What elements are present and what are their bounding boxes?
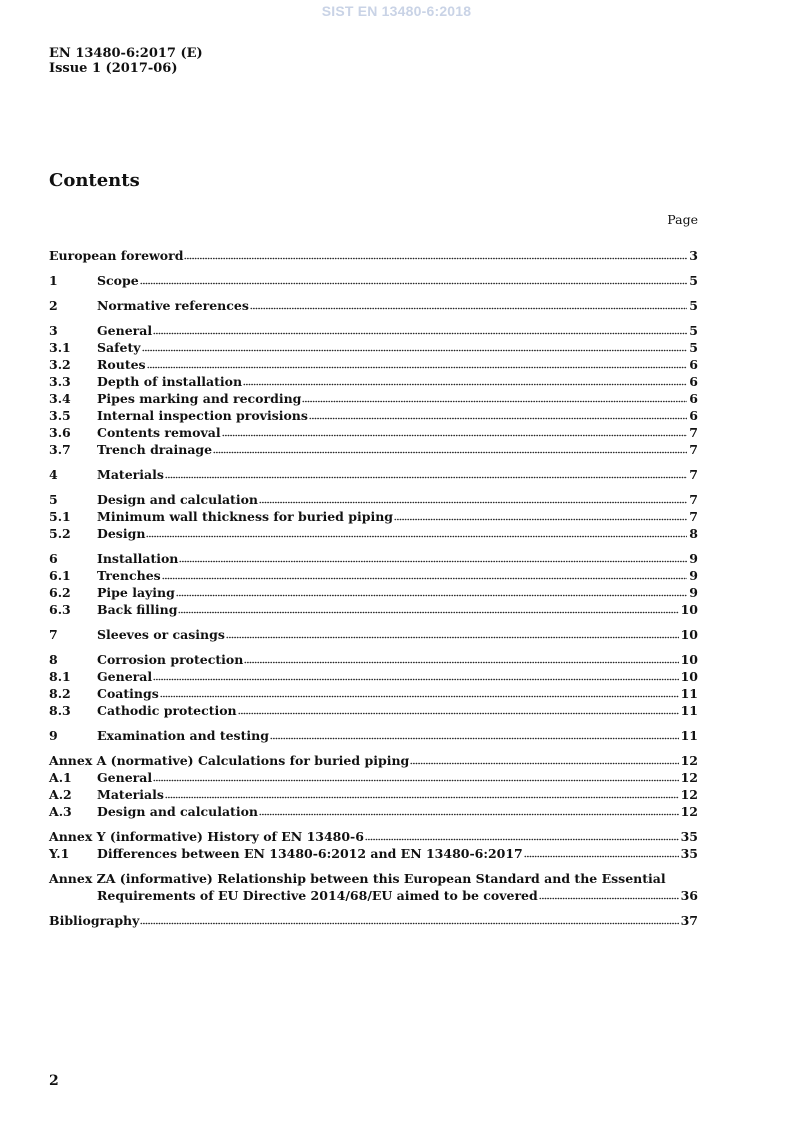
toc-entry-title: Depth of installation	[97, 374, 243, 389]
toc-entry-page: 10	[680, 669, 698, 684]
dot-leader	[179, 559, 687, 563]
toc-entry-page: 35	[680, 846, 698, 861]
toc-entry-page: 12	[680, 770, 698, 785]
toc-entry[interactable]	[49, 701, 698, 718]
page-title: Contents	[49, 170, 140, 191]
dot-leader	[178, 610, 678, 614]
toc-entry-title: Differences between EN 13480-6:2012 and EN 13480-6:2017	[97, 846, 523, 861]
dot-leader	[539, 896, 679, 900]
toc-entry[interactable]	[49, 355, 698, 372]
toc-entry-title: Back filling	[97, 602, 178, 617]
toc-entry[interactable]	[49, 321, 698, 338]
toc-entry-title: Annex Y (informative) History of EN 13480-6	[49, 829, 364, 844]
toc-entry-page: 10	[680, 602, 698, 617]
toc-entry-title: Pipe laying	[97, 585, 175, 600]
toc-entry-title: Corrosion protection	[97, 652, 244, 667]
toc-entry[interactable]	[49, 768, 698, 785]
toc-entry-number: 2	[49, 298, 58, 313]
toc-entry[interactable]	[49, 406, 698, 423]
toc-entry-title: Minimum wall thickness for buried piping	[97, 509, 394, 524]
toc-entry-title: Materials	[97, 787, 164, 802]
toc-entry-page: 7	[689, 442, 698, 457]
toc-entry-number: 8	[49, 652, 58, 667]
toc-entry[interactable]	[49, 625, 698, 642]
toc-entry[interactable]	[49, 465, 698, 482]
toc-entry-page: 9	[689, 568, 698, 583]
toc-entry[interactable]	[49, 751, 698, 768]
toc-entry[interactable]	[49, 507, 698, 524]
toc-entry-number: 7	[49, 627, 58, 642]
toc-entry-title: Design	[97, 526, 146, 541]
toc-entry[interactable]	[49, 490, 698, 507]
toc-entry-number: Y.1	[49, 846, 70, 861]
dot-leader	[140, 921, 678, 925]
toc-entry-title: Coatings	[97, 686, 159, 701]
dot-leader	[410, 761, 678, 765]
toc-entry-number: 8.3	[49, 703, 71, 718]
toc-entry[interactable]	[49, 844, 698, 861]
toc-entry-number: 6.3	[49, 602, 71, 617]
toc-entry-number: 9	[49, 728, 58, 743]
toc-entry-number: 4	[49, 467, 58, 482]
toc-entry-number: 3	[49, 323, 58, 338]
dot-leader	[302, 399, 687, 403]
standard-number: EN 13480-6:2017 (E)	[49, 46, 203, 61]
dot-leader	[140, 281, 688, 285]
dot-leader	[226, 635, 679, 639]
toc-entry-title: Normative references	[97, 298, 249, 313]
toc-entry[interactable]	[49, 271, 698, 288]
toc-entry-title: Routes	[97, 357, 146, 372]
toc-entry[interactable]	[49, 667, 698, 684]
toc-entry-page: 37	[680, 913, 698, 928]
toc-entry[interactable]	[49, 911, 698, 928]
toc-entry[interactable]	[49, 600, 698, 617]
dot-leader	[162, 576, 688, 580]
page-column-label: Page	[667, 212, 698, 227]
toc-entry[interactable]	[49, 372, 698, 389]
toc-entry[interactable]	[49, 650, 698, 667]
toc-entry-title: Pipes marking and recording	[97, 391, 302, 406]
toc-entry[interactable]	[49, 423, 698, 440]
toc-entry-page: 11	[680, 686, 698, 701]
toc-entry-page: 7	[689, 467, 698, 482]
page-number: 2	[49, 1073, 59, 1089]
dot-leader	[524, 854, 679, 858]
dot-leader	[165, 795, 679, 799]
toc-entry[interactable]	[49, 440, 698, 457]
table-of-contents	[49, 246, 698, 928]
toc-entry-title: Installation	[97, 551, 179, 566]
toc-entry-page: 6	[689, 408, 698, 423]
toc-entry-page: 7	[689, 509, 698, 524]
toc-entry-title: General	[97, 669, 153, 684]
toc-entry-number: 3.4	[49, 391, 71, 406]
dot-leader	[270, 736, 679, 740]
toc-entry-number: 3.2	[49, 357, 71, 372]
toc-entry-number: 1	[49, 273, 58, 288]
dot-leader	[213, 450, 687, 454]
toc-entry-title: Internal inspection provisions	[97, 408, 308, 423]
toc-entry-number: 8.2	[49, 686, 71, 701]
dot-leader	[153, 778, 678, 782]
toc-entry-page: 6	[689, 391, 698, 406]
toc-entry-page: 11	[680, 728, 698, 743]
dot-leader	[244, 660, 678, 664]
toc-entry-page: 10	[680, 652, 698, 667]
toc-entry-number: A.3	[49, 804, 72, 819]
toc-entry[interactable]	[49, 389, 698, 406]
toc-entry-page: 35	[680, 829, 698, 844]
dot-leader	[184, 256, 687, 260]
toc-entry[interactable]	[49, 549, 698, 566]
toc-entry-title: Scope	[97, 273, 139, 288]
dot-leader	[147, 365, 688, 369]
toc-entry-page: 12	[680, 787, 698, 802]
toc-entry[interactable]	[49, 785, 698, 802]
toc-entry[interactable]	[49, 583, 698, 600]
toc-entry-page: 36	[680, 888, 698, 903]
toc-entry-page: 9	[689, 585, 698, 600]
toc-entry-title: Design and calculation	[97, 804, 258, 819]
toc-entry[interactable]	[49, 338, 698, 355]
toc-entry-page: 11	[680, 703, 698, 718]
toc-entry-page: 3	[689, 248, 698, 263]
toc-entry-number: 6	[49, 551, 58, 566]
toc-entry-number: 3.7	[49, 442, 71, 457]
dot-leader	[259, 500, 687, 504]
toc-entry-title: Safety	[97, 340, 141, 355]
dot-leader	[309, 416, 687, 420]
toc-entry-page: 9	[689, 551, 698, 566]
dot-leader	[176, 593, 687, 597]
toc-entry-number: 5.2	[49, 526, 71, 541]
toc-entry-title: General	[97, 323, 153, 338]
toc-entry-number: A.1	[49, 770, 72, 785]
toc-entry[interactable]	[49, 726, 698, 743]
toc-entry[interactable]	[49, 246, 698, 263]
toc-entry[interactable]	[49, 296, 698, 313]
toc-entry-page: 5	[689, 323, 698, 338]
toc-entry-page: 10	[680, 627, 698, 642]
toc-entry[interactable]	[49, 869, 698, 886]
toc-entry-title: Design and calculation	[97, 492, 258, 507]
toc-entry-title: Cathodic protection	[97, 703, 237, 718]
toc-entry-number: 6.1	[49, 568, 71, 583]
dot-leader	[238, 711, 679, 715]
toc-entry-title: Sleeves or casings	[97, 627, 225, 642]
watermark: SIST EN 13480-6:2018	[321, 3, 472, 19]
toc-entry-title: Annex A (normative) Calculations for buried piping	[49, 753, 410, 768]
toc-entry-number: 3.3	[49, 374, 71, 389]
toc-entry-number: A.2	[49, 787, 72, 802]
toc-entry-page: 5	[689, 340, 698, 355]
toc-entry-continuation[interactable]	[49, 886, 698, 903]
toc-entry-title: General	[97, 770, 153, 785]
toc-entry-title: Contents removal	[97, 425, 221, 440]
dot-leader	[394, 517, 687, 521]
toc-entry-number: 3.6	[49, 425, 71, 440]
toc-entry-number: 5	[49, 492, 58, 507]
toc-entry-number: 8.1	[49, 669, 71, 684]
document-header	[49, 46, 203, 76]
toc-entry-page: 5	[689, 298, 698, 313]
toc-entry-title: European foreword	[49, 248, 184, 263]
toc-entry-title-continued: Requirements of EU Directive 2014/68/EU aimed to be covered	[97, 888, 538, 903]
dot-leader	[153, 677, 678, 681]
issue-label: Issue 1 (2017-06)	[49, 61, 178, 76]
toc-entry-page: 12	[680, 804, 698, 819]
toc-entry-page: 6	[689, 374, 698, 389]
toc-entry[interactable]	[49, 684, 698, 701]
toc-entry-page: 12	[680, 753, 698, 768]
dot-leader	[222, 433, 688, 437]
toc-entry-page: 5	[689, 273, 698, 288]
toc-entry-number: 6.2	[49, 585, 71, 600]
toc-entry-page: 7	[689, 425, 698, 440]
dot-leader	[160, 694, 679, 698]
dot-leader	[153, 331, 687, 335]
toc-entry-page: 8	[689, 526, 698, 541]
dot-leader	[146, 534, 687, 538]
dot-leader	[165, 475, 687, 479]
dot-leader	[259, 812, 679, 816]
toc-entry-number: 3.1	[49, 340, 71, 355]
dot-leader	[142, 348, 688, 352]
toc-entry-page: 7	[689, 492, 698, 507]
toc-entry-title: Trench drainage	[97, 442, 213, 457]
toc-entry-title: Examination and testing	[97, 728, 269, 743]
toc-entry[interactable]	[49, 524, 698, 541]
toc-entry[interactable]	[49, 802, 698, 819]
dot-leader	[365, 837, 679, 841]
toc-entry-title: Trenches	[97, 568, 161, 583]
toc-entry-title: Materials	[97, 467, 164, 482]
toc-entry-title: Annex ZA (informative) Relationship between this European Standard and the Essential	[49, 871, 666, 886]
toc-entry-number: 5.1	[49, 509, 71, 524]
toc-entry[interactable]	[49, 566, 698, 583]
dot-leader	[250, 306, 687, 310]
toc-entry-title: Bibliography	[49, 913, 140, 928]
toc-entry-page: 6	[689, 357, 698, 372]
toc-entry-number: 3.5	[49, 408, 71, 423]
dot-leader	[243, 382, 687, 386]
toc-entry[interactable]	[49, 827, 698, 844]
